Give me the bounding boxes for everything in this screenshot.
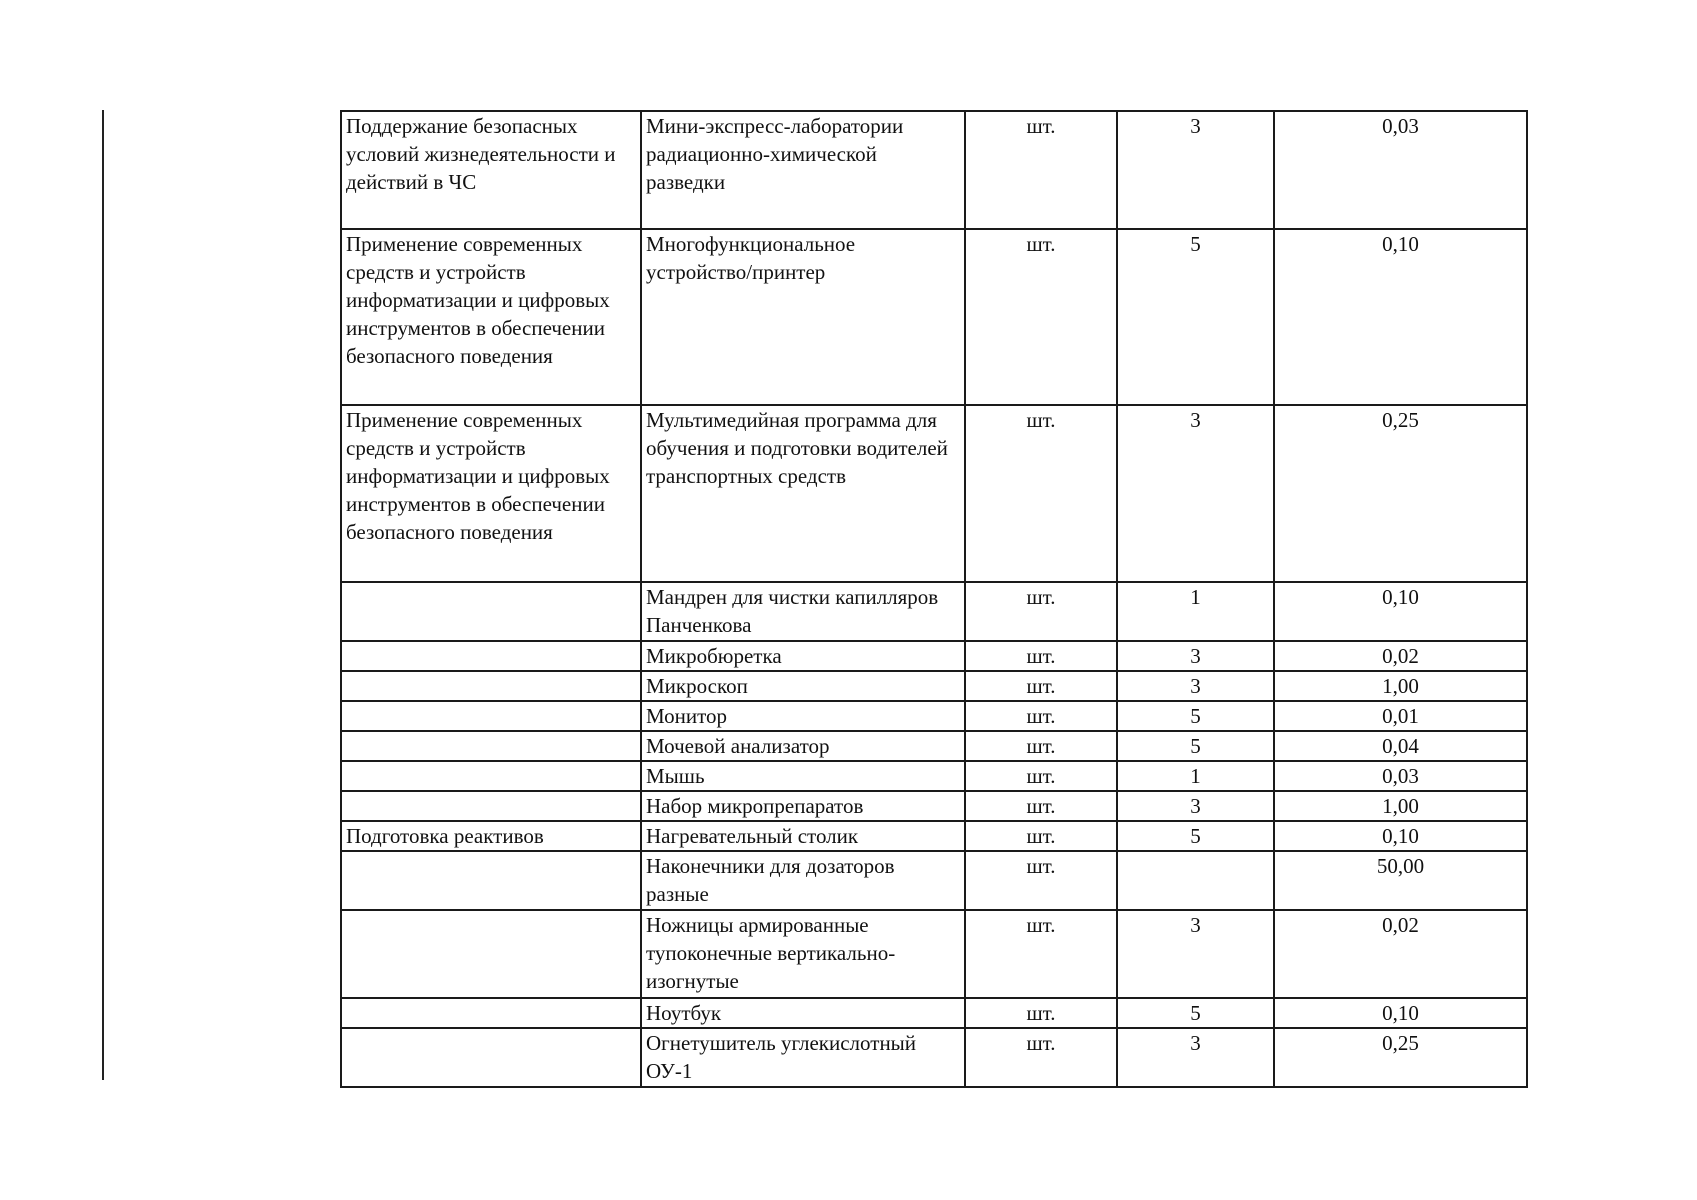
- qty-cell: 3: [1117, 405, 1274, 582]
- qty-cell: 3: [1117, 910, 1274, 998]
- norm-cell: 0,03: [1274, 761, 1527, 791]
- unit-cell: шт.: [965, 111, 1117, 229]
- item-cell: Многофункциональное устройство/принтер: [641, 229, 965, 405]
- table-row: [341, 671, 1527, 701]
- norm-cell: 0,10: [1274, 998, 1527, 1028]
- purpose-cell: [341, 1028, 641, 1087]
- unit-cell: шт.: [965, 761, 1117, 791]
- qty-cell: [1117, 851, 1274, 910]
- qty-cell: 3: [1117, 671, 1274, 701]
- table-row: [341, 731, 1527, 761]
- item-cell: Мандрен для чистки капилляров Панченкова: [641, 582, 965, 641]
- item-cell: Нагревательный столик: [641, 821, 965, 851]
- purpose-cell: [341, 761, 641, 791]
- norm-cell: 0,01: [1274, 701, 1527, 731]
- purpose-cell: [341, 851, 641, 910]
- table-row: [341, 229, 1527, 405]
- item-cell: Огнетушитель углекислотный ОУ-1: [641, 1028, 965, 1087]
- equipment-table: [340, 110, 1528, 1088]
- purpose-cell: [341, 998, 641, 1028]
- norm-cell: 0,02: [1274, 910, 1527, 998]
- item-cell: Наконечники для дозаторов разные: [641, 851, 965, 910]
- item-cell: Микробюретка: [641, 641, 965, 671]
- qty-cell: 5: [1117, 701, 1274, 731]
- norm-cell: 0,25: [1274, 1028, 1527, 1087]
- item-cell: Микроскоп: [641, 671, 965, 701]
- unit-cell: шт.: [965, 405, 1117, 582]
- qty-cell: 3: [1117, 641, 1274, 671]
- item-cell: Мини-экспресс-лаборатории радиационно-химической разведки: [641, 111, 965, 229]
- norm-cell: 0,02: [1274, 641, 1527, 671]
- purpose-cell: Применение современных средств и устройств информатизации и цифровых инструментов в обеспечении безопасного поведения: [341, 229, 641, 405]
- item-cell: Мышь: [641, 761, 965, 791]
- unit-cell: шт.: [965, 229, 1117, 405]
- table-row: [341, 701, 1527, 731]
- qty-cell: 3: [1117, 1028, 1274, 1087]
- item-cell: Ножницы армированные тупоконечные вертикально-изогнутые: [641, 910, 965, 998]
- qty-cell: 5: [1117, 731, 1274, 761]
- purpose-cell: [341, 582, 641, 641]
- norm-cell: 0,25: [1274, 405, 1527, 582]
- table-row: [341, 405, 1527, 582]
- table-row: [341, 582, 1527, 641]
- norm-cell: 0,10: [1274, 582, 1527, 641]
- norm-cell: 50,00: [1274, 851, 1527, 910]
- norm-cell: 0,03: [1274, 111, 1527, 229]
- qty-cell: 1: [1117, 582, 1274, 641]
- table-row: [341, 851, 1527, 910]
- page-margin-line: [102, 110, 104, 1080]
- norm-cell: 1,00: [1274, 671, 1527, 701]
- table-row: [341, 641, 1527, 671]
- unit-cell: шт.: [965, 582, 1117, 641]
- unit-cell: шт.: [965, 910, 1117, 998]
- qty-cell: 3: [1117, 111, 1274, 229]
- qty-cell: 5: [1117, 998, 1274, 1028]
- qty-cell: 1: [1117, 761, 1274, 791]
- qty-cell: 3: [1117, 791, 1274, 821]
- unit-cell: шт.: [965, 998, 1117, 1028]
- purpose-cell: [341, 671, 641, 701]
- norm-cell: 0,10: [1274, 229, 1527, 405]
- item-cell: Ноутбук: [641, 998, 965, 1028]
- table-row: [341, 761, 1527, 791]
- table-row: [341, 821, 1527, 851]
- item-cell: Мочевой анализатор: [641, 731, 965, 761]
- table-row: [341, 791, 1527, 821]
- purpose-cell: [341, 731, 641, 761]
- qty-cell: 5: [1117, 229, 1274, 405]
- unit-cell: шт.: [965, 731, 1117, 761]
- item-cell: Мультимедийная программа для обучения и подготовки водителей транспортных средств: [641, 405, 965, 582]
- table-row: [341, 998, 1527, 1028]
- purpose-cell: Поддержание безопасных условий жизнедеятельности и действий в ЧС: [341, 111, 641, 229]
- table-row: [341, 910, 1527, 998]
- unit-cell: шт.: [965, 641, 1117, 671]
- norm-cell: 1,00: [1274, 791, 1527, 821]
- item-cell: Монитор: [641, 701, 965, 731]
- purpose-cell: [341, 910, 641, 998]
- unit-cell: шт.: [965, 791, 1117, 821]
- unit-cell: шт.: [965, 821, 1117, 851]
- qty-cell: 5: [1117, 821, 1274, 851]
- unit-cell: шт.: [965, 701, 1117, 731]
- purpose-cell: Подготовка реактивов: [341, 821, 641, 851]
- norm-cell: 0,04: [1274, 731, 1527, 761]
- table-row: [341, 111, 1527, 229]
- purpose-cell: [341, 641, 641, 671]
- table-row: [341, 1028, 1527, 1087]
- unit-cell: шт.: [965, 1028, 1117, 1087]
- norm-cell: 0,10: [1274, 821, 1527, 851]
- purpose-cell: Применение современных средств и устройств информатизации и цифровых инструментов в обеспечении безопасного поведения: [341, 405, 641, 582]
- purpose-cell: [341, 701, 641, 731]
- unit-cell: шт.: [965, 851, 1117, 910]
- item-cell: Набор микропрепаратов: [641, 791, 965, 821]
- unit-cell: шт.: [965, 671, 1117, 701]
- purpose-cell: [341, 791, 641, 821]
